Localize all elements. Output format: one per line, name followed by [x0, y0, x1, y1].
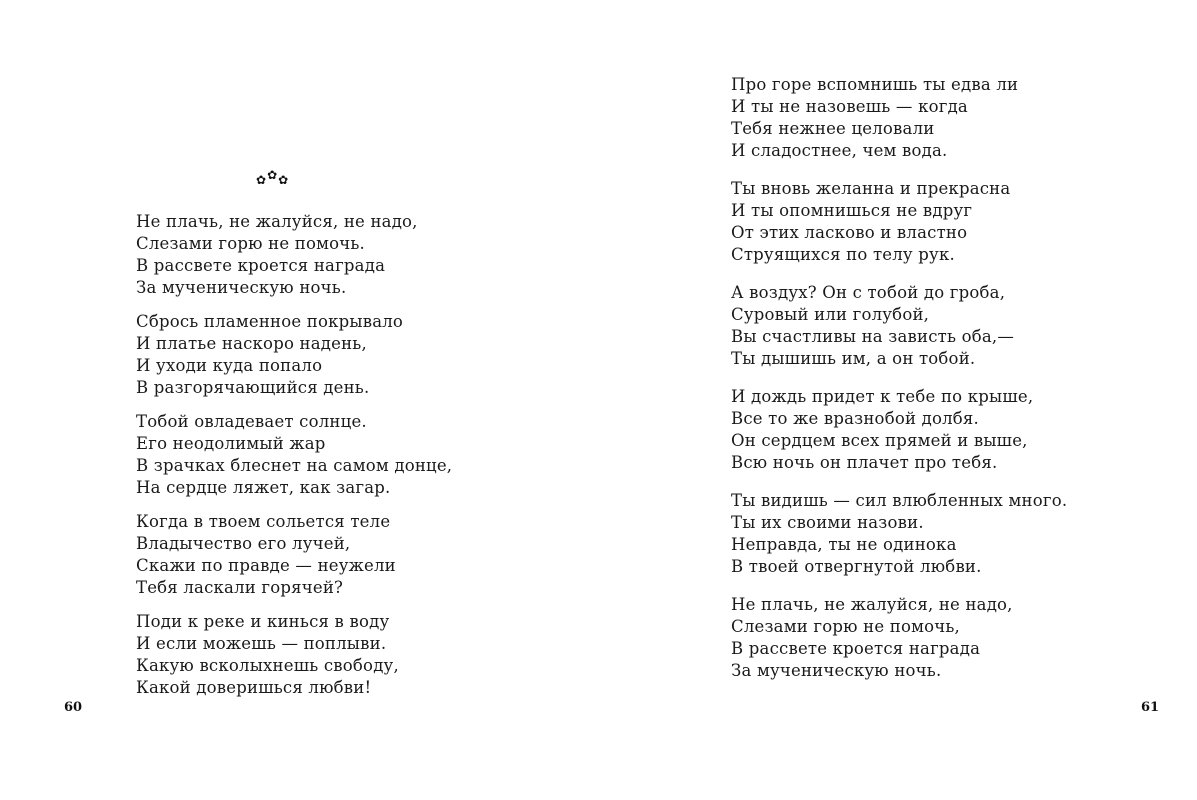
- poem-line: И платье наскоро надень,: [136, 334, 367, 353]
- poem-line: В рассвете кроется награда: [136, 256, 386, 275]
- poem-line: Струящихся по телу рук.: [731, 245, 955, 264]
- poem-line: За мученическую ночь.: [731, 661, 942, 680]
- poem-line: Сбрось пламенное покрывало: [136, 312, 404, 331]
- poem-line: Какой доверишься любви!: [136, 678, 372, 697]
- poem-line: Не плачь, не жалуйся, не надо,: [136, 212, 418, 231]
- poem-line: Его неодолимый жар: [136, 434, 326, 453]
- poem-line: В рассвете кроется награда: [731, 639, 981, 658]
- left-page: [0, 0, 598, 800]
- poem-line: Тебя нежнее целовали: [731, 119, 935, 138]
- ornament-asterism-icon: ✿✿✿: [256, 168, 290, 187]
- stanza: [136, 311, 452, 399]
- stanza: [731, 282, 1067, 370]
- poem-line: Ты дышишь им, а он тобой.: [731, 349, 976, 368]
- poem-line: Вы счастливы на зависть оба,—: [731, 327, 1015, 346]
- poem-line: На сердце ляжет, как загар.: [136, 478, 391, 497]
- poem-line: И ты опомнишься не вдруг: [731, 201, 973, 220]
- poem-line: Не плачь, не жалуйся, не надо,: [731, 595, 1013, 614]
- poem-line: Когда в твоем сольется теле: [136, 512, 391, 531]
- stanza: [136, 611, 452, 699]
- poem-line: В зрачках блеснет на самом донце,: [136, 456, 453, 475]
- right-page: [598, 0, 1197, 800]
- stanza: [136, 411, 452, 499]
- poem-line: Про горе вспомнишь ты едва ли: [731, 75, 1019, 94]
- poem-line: Слезами горю не помочь,: [731, 617, 960, 636]
- stanza: [731, 594, 1067, 682]
- poem-line: Суровый или голубой,: [731, 305, 930, 324]
- poem-line: И уходи куда попало: [136, 356, 323, 375]
- poem-line: А воздух? Он с тобой до гроба,: [731, 283, 1006, 302]
- poem-line: Он сердцем всех прямей и выше,: [731, 431, 1028, 450]
- poem-line: Поди к реке и кинься в воду: [136, 612, 390, 631]
- poem-line: Неправда, ты не одинока: [731, 535, 957, 554]
- page-number-right: 61: [1141, 700, 1160, 715]
- poem-line: В разгорячающийся день.: [136, 378, 370, 397]
- poem-line: Слезами горю не помочь.: [136, 234, 365, 253]
- stanza: [731, 74, 1067, 162]
- poem-right: [731, 74, 1067, 682]
- poem-line: Ты видишь — сил влюбленных много.: [731, 491, 1068, 510]
- stanza: [731, 490, 1067, 578]
- poem-line: И сладостнее, чем вода.: [731, 141, 948, 160]
- page-number-left: 60: [64, 700, 83, 715]
- poem-line: Тобой овладевает солнце.: [136, 412, 367, 431]
- poem-line: Владычество его лучей,: [136, 534, 351, 553]
- stanza: [136, 211, 452, 299]
- poem-line: За мученическую ночь.: [136, 278, 347, 297]
- poem-line: В твоей отвергнутой любви.: [731, 557, 982, 576]
- poem-line: Какую всколыхнешь свободу,: [136, 656, 399, 675]
- poem-line: Ты их своими назови.: [731, 513, 924, 532]
- stanza: [136, 511, 452, 599]
- poem-line: И дождь придет к тебе по крыше,: [731, 387, 1034, 406]
- poem-line: И если можешь — поплыви.: [136, 634, 387, 653]
- poem-line: И ты не назовешь — когда: [731, 97, 968, 116]
- poem-line: Ты вновь желанна и прекрасна: [731, 179, 1011, 198]
- poem-line: Тебя ласкали горячей?: [136, 578, 344, 597]
- poem-line: Всю ночь он плачет про тебя.: [731, 453, 998, 472]
- poem-line: Все то же вразнобой долбя.: [731, 409, 979, 428]
- poem-line: Скажи по правде — неужели: [136, 556, 396, 575]
- stanza: [731, 386, 1067, 474]
- stanza: [731, 178, 1067, 266]
- poem-left: [136, 211, 452, 699]
- poem-line: От этих ласково и властно: [731, 223, 968, 242]
